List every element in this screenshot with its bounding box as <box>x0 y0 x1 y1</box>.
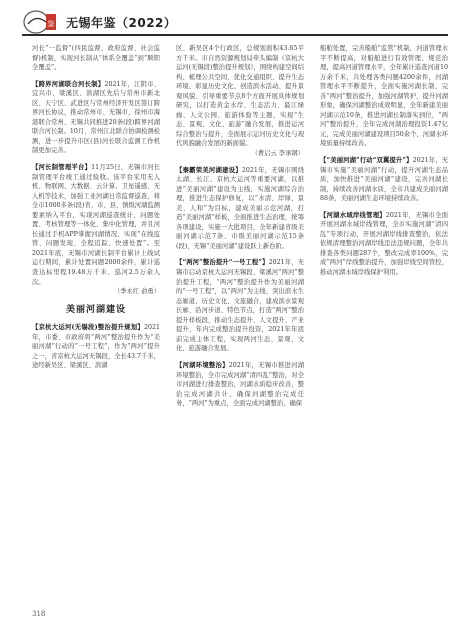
entry-text: 2021年，无锡市启动京杭大运河无锡段、梁溪河“两河”整治提升工程，“两河”整治提升作为美丽河湖的“一号工程”，以“两河”为主线、突出滨水生态廊道、历史文化、文旅融合，建成滨水景观长廊、沿河步道、特色节点，打造“两河”整治提升样板段，推动生态提升、人文提升、产业提升，年内完成整治提升投资，2021年年底前完成主体工程，实现两河生态、景观、文化、旅游融合发展。 <box>176 259 304 353</box>
yearbook-logo <box>22 8 58 36</box>
entry-heading: 【京杭大运河(无锡段)整治提升规划】 <box>32 324 144 332</box>
entry-heading: 【河湖水域岸线管理】 <box>320 211 386 219</box>
page-header <box>0 0 468 36</box>
author-signature: （季永红 俞勇） <box>113 288 160 296</box>
column-3 <box>320 44 448 278</box>
svg-text:鉴: 鉴 <box>47 20 55 28</box>
entry-text: 2021年，无锡市围绕太湖、长江、京杭大运河等重要河湖，以推进“美丽河湖”建设为主线，实施河湖综合治理，推进生态保护修复，以“水清、岸绿、景美、人和”为目标，建成美丽示范河湖，打造“美丽河湖”样板，全面推进生态治理，统筹各项建设，实施一大批项目，全年新建省级美丽河湖示范7条、市级美丽河湖示范15条(段)，无锡“美丽河湖”建设跃上新台阶。 <box>176 166 305 250</box>
entry-text: 2021年，无锡市全面开展河湖水域岸线管理，全市实施河湖“清四乱”专项行动，开展河湖岸线排查整治，依法依规清理整治河湖岸线违法违规问题，全年共排查各类问题287个，整改完成率100%，完成“两河”岸线整治提升，加强岸线空间管控，推动河湖水域岸线保护利用。 <box>320 211 449 277</box>
entry-heading: 【秦霸荣美河湖建设】 <box>176 166 242 174</box>
entry-heading: 【“美丽河湖”行动“双翼提升”】 <box>320 157 413 165</box>
author-signature: （曹启云 李承钢） <box>251 150 304 158</box>
entry-heading: 【跨界河湖联合河长制】 <box>32 80 105 88</box>
section-title: 美丽河湖建设 <box>65 304 126 315</box>
entry-text: 2021年，市委、市政府将“两河”整治提升作为“美丽河湖”行动的“一号工程”，作为“两河”提升之一，省京杭大运河无锡段，全长43.7千米，途经新吴区、梁溪区、滨湖 <box>32 324 160 370</box>
paragraph: 区、新吴区4个行政区，总规划面积43.65平方千米。市自然资源规划局牵头编制《京杭大运河(无锡段)整治提升规划》，围绕构建空间结构、梳理公共空间、优化交通组织、提升生态环境、彰显历史文化、创造滨水活动、提升景观风貌、引导重要节点8个方面开展具体规划研究，以打造黄金水岸、生态活力、最江绿廊、人文公园、旅游体验等主题，实现“生态、景观、文化、旅游”融合发展，推进运河综合整治与提升，全面展示运河历史文化与现代风貌融合发展的新面貌。 <box>176 45 304 148</box>
header-rule <box>22 34 448 36</box>
book-title: 无锡年鉴（2022） <box>66 16 177 30</box>
page-number: 318 <box>32 610 46 618</box>
paragraph: 船舶处置，完善船舶“监管”机制，河道管理水平不断提高，对船舶进行有效管理、规范治理，提高河道管理水平，全年累计巡查河道10万余千米，共处理各类问题4200余件，河湖管理水平不断提升，全面实施河湖长制，完善“两河”整治提升，加强河湖管护，提升河湖形象，确保河湖整治成效明显，全年新建美丽河湖示范10条，推进河湖长制落实到位，“两河”整治提升，全年完成河湖治理投资1.47亿元，完成美丽河湖建设项目50余个，河湖水环境质量持续改善。 <box>320 45 448 148</box>
entry-text: 2021年，无锡市推进河湖环境整治，全市完成河湖“清四乱”整治，对全市河湖进行排查整治，河湖水质稳步改善，整治完成河湖共计，确保河湖整治完成任务，“两河”为重点，全面完成河湖整治，确保 <box>176 361 305 408</box>
paragraph: 河长“一监督”(四民监督、政府监督、社会监督)机制，实现河长制从“体系全覆盖”到“顺职全覆盖”。 <box>32 45 160 72</box>
entry-text: 11月25日，无锡市河长制管理平台竣工通过验收。该平台采用无人机、物联网、大数据、云计算、卫星遥感、无人机等技术，加强工业河湖日常监督巡查，将全市1000多条(段)省、市、县、镇级河湖监测要素纳入平台，实现河湖巡查统计、问题处置、考核管理等一体化、集中化管理，并且河长通过手机APP掌握河湖情况，实现“在线监管、问题发现、全程追踪、快速处置”。至2021年底，无锡市河湖长制平台累计上线试运行期间，累计处置问题2000余件，累计巡查达标里程19.48万千米、巡河2.5万余人次。 <box>32 164 161 286</box>
entry-text: 2021年，无锡市实施“美丽河湖”行动，提升河湖生态品质，加快推进“美丽河湖”建设，完善河湖长制，持续改善河湖水质，全市共建成美丽河湖88条，美丽河湖生态环境持续改善。 <box>320 157 448 203</box>
entry-heading: 【河长制管理平台】 <box>32 164 92 172</box>
entry-heading: 【河湖环境整治】 <box>176 361 229 369</box>
entry-heading: 【“两河”整治提升“一号工程”】 <box>176 259 269 267</box>
entry-text: 2021年，江阴市、宜兴市、梁溪区、滨湖区先后与常州市新北区、天宁区、武进区与常州经济开发区签订跨界河长协议，推动常州市、无锡市，徐州市海港联合常州、无锡共同推进20条(段)跨界河湖联合河长制。10月，常州江北联合协调检测检测，进一步提升市区(县)河长联合监测工作机制更加完善。 <box>32 80 160 155</box>
column-1 <box>32 44 160 371</box>
column-2 <box>176 44 304 409</box>
